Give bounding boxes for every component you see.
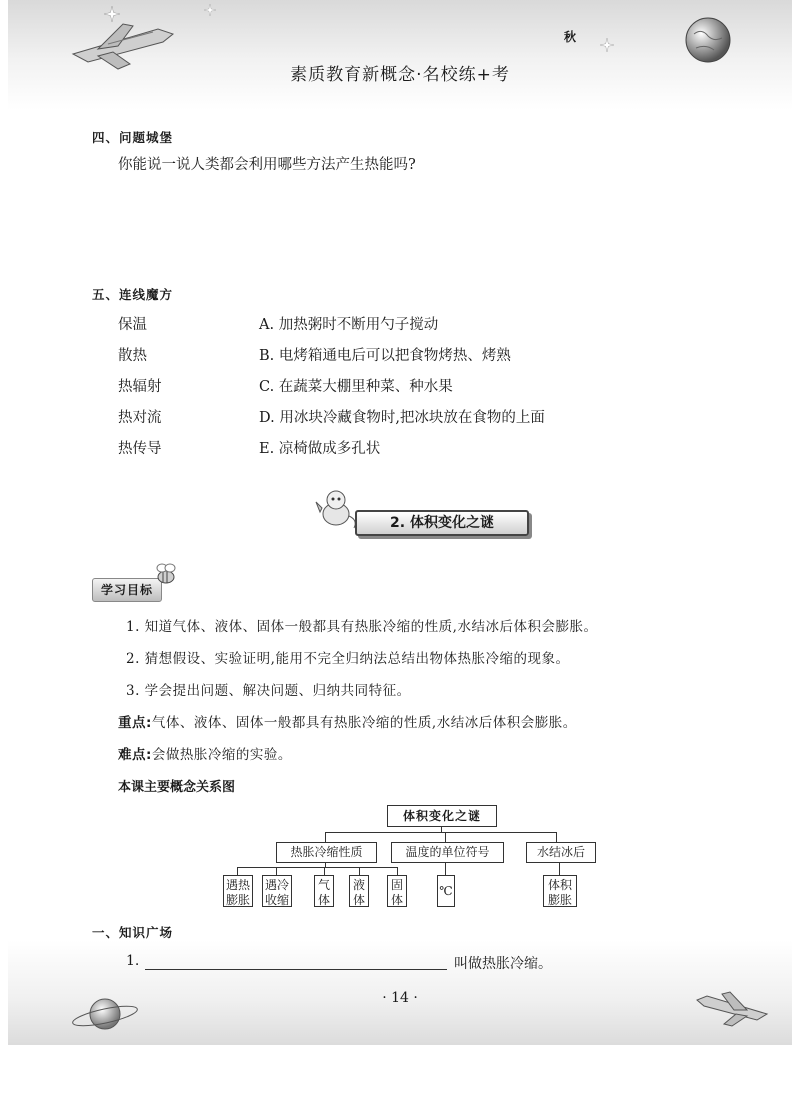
connector-line [325,832,556,833]
objective-item: 1. 知道气体、液体、固体一般都具有热胀冷缩的性质,水结冰后体积会膨胀。 [126,619,598,635]
concept-map-root: 体积变化之谜 [387,805,497,827]
connector-line [276,867,277,875]
match-left-item: 热传导 [118,441,162,457]
match-left-item: 保温 [118,317,147,333]
concept-branch: 水结冰后 [526,842,596,863]
difficulty-text: 会做热胀冷缩的实验。 [151,747,292,763]
fill-item-number: 1. [126,953,140,969]
concept-leaf: 气体 [314,875,334,907]
match-right-item: D. 用冰块冷藏食物时,把冰块放在食物的上面 [259,410,545,426]
concept-leaf: 体积膨胀 [543,875,577,907]
dragon-mascot-icon [314,486,360,532]
match-left-item: 散热 [118,348,147,364]
concept-branch: 热胀冷缩性质 [276,842,377,863]
key-point-text: 气体、液体、固体一般都具有热胀冷缩的性质,水结冰后体积会膨胀。 [151,715,577,731]
objective-item: 2. 猜想假设、实验证明,能用不完全归纳法总结出物体热胀冷缩的现象。 [126,651,570,667]
learning-goals-tag: 学习目标 [92,578,162,602]
page-number: · 14 · [382,990,418,1006]
match-right-item: B. 电烤箱通电后可以把食物烤热、烤熟 [259,348,511,364]
fill-item-suffix: 叫做热胀冷缩。 [454,956,552,972]
connector-line [397,867,398,875]
bee-icon [152,560,180,588]
key-point [118,711,577,731]
difficulty-point [118,743,292,763]
connector-line [556,832,557,842]
concept-leaf: ℃ [437,875,455,907]
globe-icon [684,16,732,64]
connector-line [445,832,446,842]
match-right-item: E. 凉椅做成多孔状 [259,441,381,457]
match-right-item: C. 在蔬菜大棚里种菜、种水果 [259,379,453,395]
difficulty-label: 难点: [118,747,152,763]
concept-leaf: 遇热膨胀 [223,875,253,907]
header-title: 素质教育新概念·名校练+考 [290,65,510,85]
match-left-item: 热辐射 [118,379,162,395]
section4-heading: 四、问题城堡 [92,130,174,145]
concept-branch: 温度的单位符号 [391,842,504,863]
match-right-item: A. 加热粥时不断用勺子搅动 [259,317,439,333]
connector-line [559,862,560,875]
connector-line [237,867,397,868]
section5-heading: 五、连线魔方 [92,287,174,302]
objective-item: 3. 学会提出问题、解决问题、归纳共同特征。 [126,683,411,699]
star-icon [600,38,614,52]
connector-line [324,867,325,875]
concept-leaf: 液体 [349,875,369,907]
concept-leaf: 固体 [387,875,407,907]
connector-line [237,867,238,875]
page [8,0,792,1045]
star-icon [204,4,216,16]
section4-question: 你能说一说人类都会利用哪些方法产生热能吗? [118,157,416,173]
section1-heading: 一、知识广场 [92,925,174,940]
concept-leaf: 遇冷收缩 [262,875,292,907]
match-left-item: 热对流 [118,410,162,426]
space-shuttle-icon [692,984,772,1028]
season-label: 秋 [564,30,577,44]
fill-in-blank[interactable] [145,969,447,970]
connector-line [445,862,446,875]
connector-line [359,867,360,875]
star-icon [104,6,120,22]
concept-map-title: 本课主要概念关系图 [118,780,236,795]
lesson-title: 2. 体积变化之谜 [355,510,529,536]
key-point-label: 重点: [118,715,152,731]
connector-line [325,832,326,842]
